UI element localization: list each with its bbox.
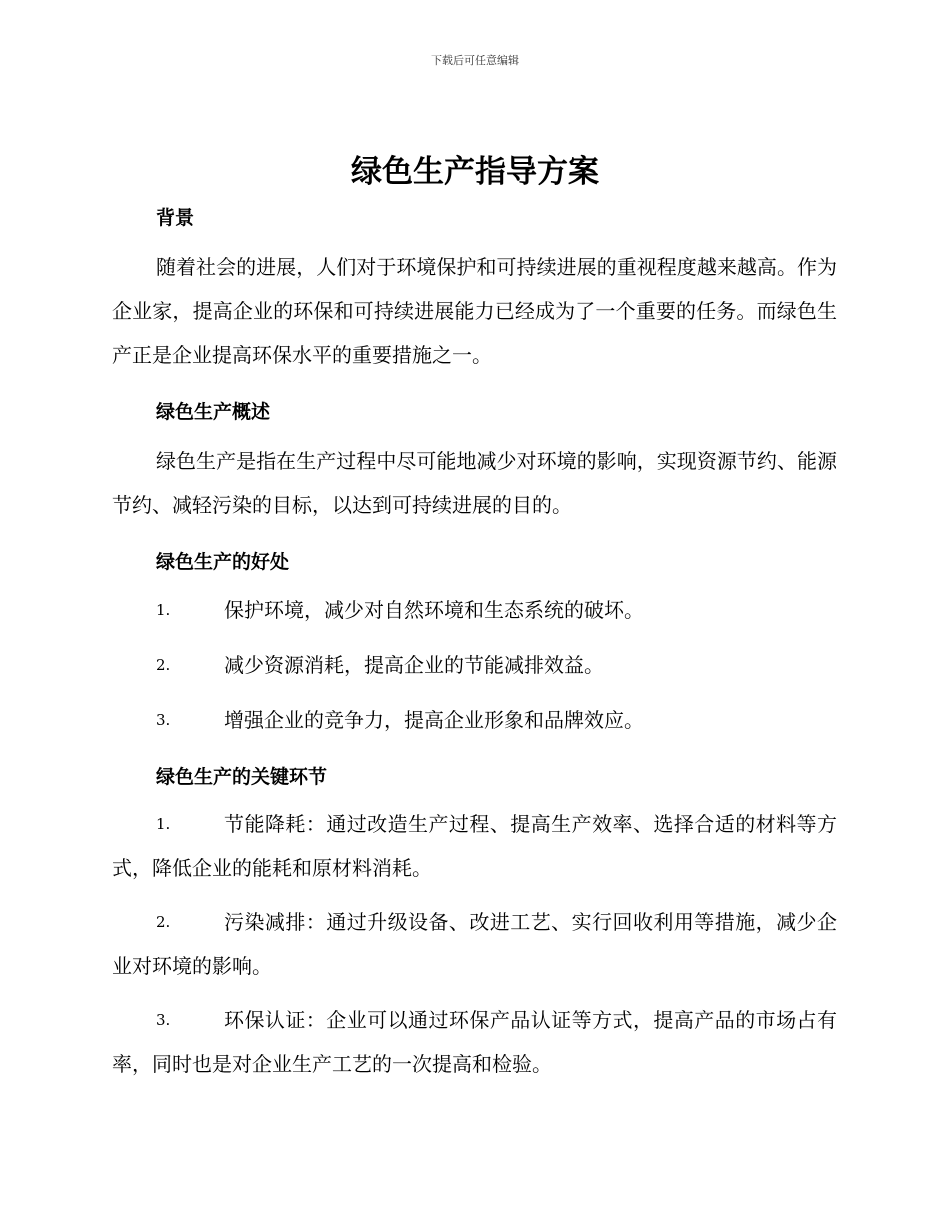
section-heading-benefits: 绿色生产的好处 bbox=[156, 551, 290, 573]
key-link-item bbox=[112, 998, 837, 1086]
list-number: 3. bbox=[156, 1011, 171, 1029]
list-text: 环保认证：企业可以通过环保产品认证等方式，提高产品的市场占有率，同时也是对企业生产工艺的一次提高和检验。 bbox=[112, 1008, 837, 1076]
benefit-item bbox=[112, 643, 837, 687]
benefit-item bbox=[112, 698, 837, 742]
section-heading-background: 背景 bbox=[156, 207, 195, 229]
list-text: 增强企业的竞争力，提高企业形象和品牌效应。 bbox=[224, 708, 644, 732]
benefit-item bbox=[112, 588, 837, 632]
list-text: 节能降耗：通过改造生产过程、提高生产效率、选择合适的材料等方式，降低企业的能耗和原材料消耗。 bbox=[112, 812, 837, 880]
list-text: 保护环境，减少对自然环境和生态系统的破坏。 bbox=[224, 598, 644, 622]
list-text: 污染减排：通过升级设备、改进工艺、实行回收利用等措施，减少企业对环境的影响。 bbox=[112, 910, 837, 978]
list-number: 3. bbox=[156, 711, 171, 729]
list-number: 2. bbox=[156, 913, 171, 931]
list-number: 2. bbox=[156, 656, 171, 674]
list-number: 1. bbox=[156, 601, 171, 619]
list-text: 减少资源消耗，提高企业的节能减排效益。 bbox=[224, 653, 604, 677]
document-body bbox=[112, 203, 837, 1086]
section-heading-overview: 绿色生产概述 bbox=[156, 401, 271, 423]
section-heading-key-links: 绿色生产的关键环节 bbox=[156, 766, 328, 788]
document-title: 绿色生产指导方案 bbox=[351, 154, 599, 190]
overview-paragraph: 绿色生产是指在生产过程中尽可能地减少对环境的影响，实现资源节约、能源节约、减轻污染的目标，以达到可持续进展的目的。 bbox=[112, 449, 837, 517]
page-header-note: 下载后可任意编辑 bbox=[431, 54, 519, 67]
list-number: 1. bbox=[156, 815, 171, 833]
key-link-item bbox=[112, 802, 837, 890]
background-paragraph: 随着社会的进展，人们对于环境保护和可持续进展的重视程度越来越高。作为企业家，提高企业的环保和可持续进展能力已经成为了一个重要的任务。而绿色生产正是企业提高环保水平的重要措施之一。 bbox=[112, 255, 837, 367]
key-link-item bbox=[112, 900, 837, 988]
